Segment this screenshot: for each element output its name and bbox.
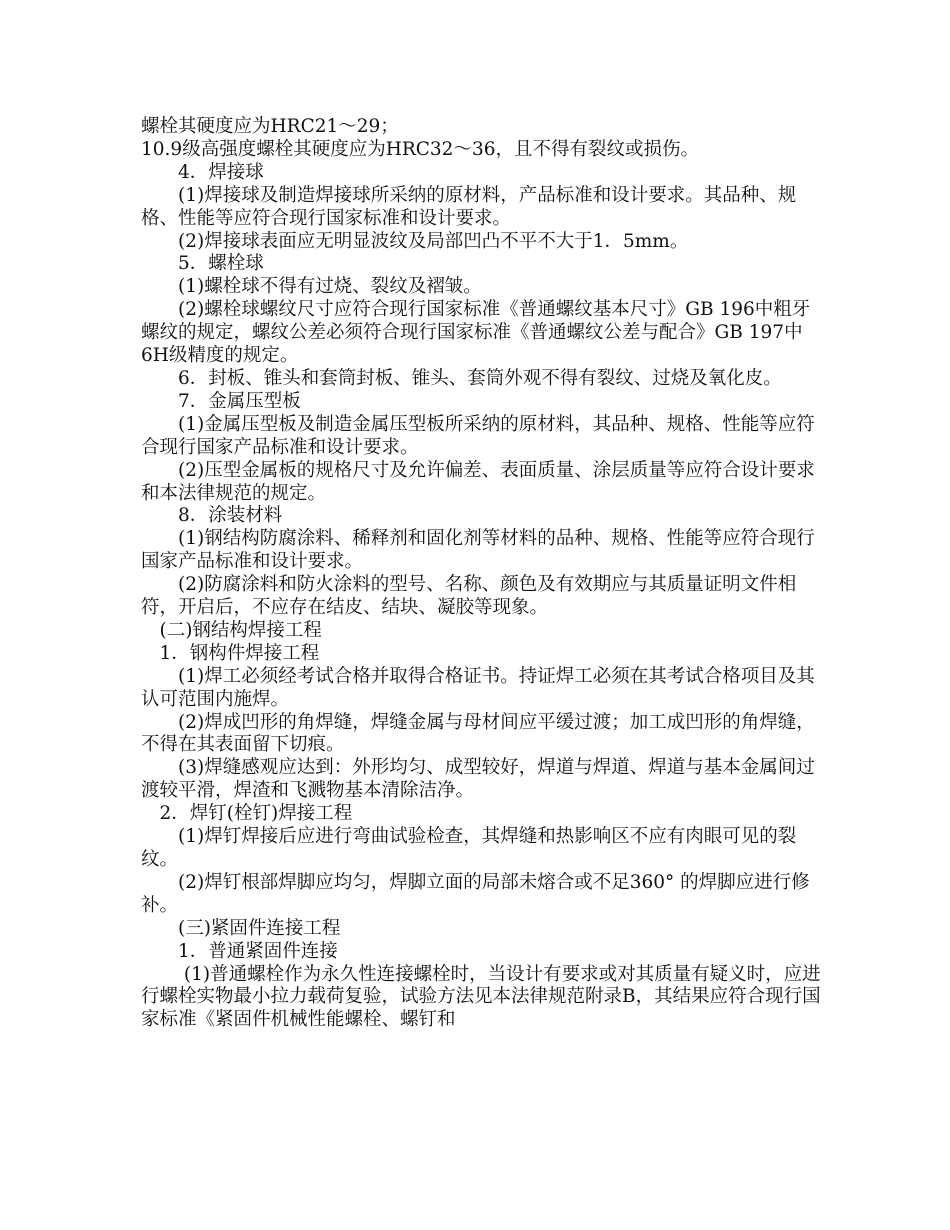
paragraph: (2)防腐涂料和防火涂料的型号、名称、颜色及有效期应与其质量证明文件相符，开启后，不应存在结皮、结块、凝胶等现象。 [141, 574, 797, 619]
paragraph: (2)焊成凹形的角焊缝，焊缝金属与母材间应平缓过渡；加工成凹形的角焊缝，不得在其表面留下切痕。 [141, 711, 815, 756]
document-page [141, 116, 821, 1032]
paragraph: 螺栓其硬度应为HRC21～29； [141, 116, 399, 137]
section-heading: 1．钢构件焊接工程 [141, 642, 320, 664]
paragraph: (2)螺栓球螺纹尺寸应符合现行国家标准《普通螺纹基本尺寸》GB 196中粗牙螺纹的规定，螺纹公差必须符合现行国家标准《普通螺纹公差与配合》GB 197中6H级精度的规定。 [141, 299, 811, 367]
section-heading: 8．涂装材料 [141, 505, 283, 527]
section-heading: 2．焊钉(栓钉)焊接工程 [141, 803, 353, 825]
paragraph: (1)焊接球及制造焊接球所采纳的原材料，产品标准和设计要求。其品种、规格、性能等应符合现行国家标准和设计要求。 [141, 184, 797, 229]
section-heading: (二)钢结构焊接工程 [141, 619, 322, 641]
paragraph: (1)普通螺栓作为永久性连接螺栓时，当设计有要求或对其质量有疑义时，应进行螺栓实物最小拉力载荷复验，试验方法见本法律规范附录B，其结果应符合现行国家标准《紧固件机械性能螺栓、螺钉和 [141, 963, 821, 1031]
section-heading: 5．螺栓球 [141, 253, 264, 275]
paragraph: (1)焊工必须经考试合格并取得合格证书。持证焊工必须在其考试合格项目及其认可范围内施焊。 [141, 665, 815, 710]
paragraph: 10.9级高强度螺栓其硬度应为HRC32～36，且不得有裂纹或损伤。 [141, 138, 699, 160]
paragraph: (1)金属压型板及制造金属压型板所采纳的原材料，其品种、规格、性能等应符合现行国家产品标准和设计要求。 [141, 413, 815, 458]
section-heading: 4．焊接球 [141, 161, 264, 183]
section-heading: 7．金属压型板 [141, 390, 301, 412]
paragraph: 6．封板、锥头和套筒封板、锥头、套筒外观不得有裂纹、过烧及氧化皮。 [141, 367, 782, 389]
paragraph: (2)焊接球表面应无明显波纹及局部凹凸不平不大于1．5mm。 [141, 230, 689, 252]
paragraph: (1)焊钉焊接后应进行弯曲试验检查，其焊缝和热影响区不应有肉眼可见的裂纹。 [141, 826, 797, 870]
paragraph: (1)螺栓球不得有过烧、裂纹及褶皱。 [141, 276, 482, 298]
paragraph: (2)焊钉根部焊脚应均匀，焊脚立面的局部未熔合或不足360° 的焊脚应进行修补。 [141, 871, 810, 916]
section-heading: (三)紧固件连接工程 [141, 917, 341, 939]
section-heading: 1．普通紧固件连接 [141, 940, 338, 962]
paragraph: (3)焊缝感观应达到：外形均匀、成型较好，焊道与焊道、焊道与基本金属间过渡较平滑，焊渣和飞溅物基本清除洁净。 [141, 757, 815, 802]
paragraph: (2)压型金属板的规格尺寸及允许偏差、表面质量、涂层质量等应符合设计要求和本法律规范的规定。 [141, 459, 815, 504]
paragraph: (1)钢结构防腐涂料、稀释剂和固化剂等材料的品种、规格、性能等应符合现行国家产品标准和设计要求。 [141, 528, 815, 573]
